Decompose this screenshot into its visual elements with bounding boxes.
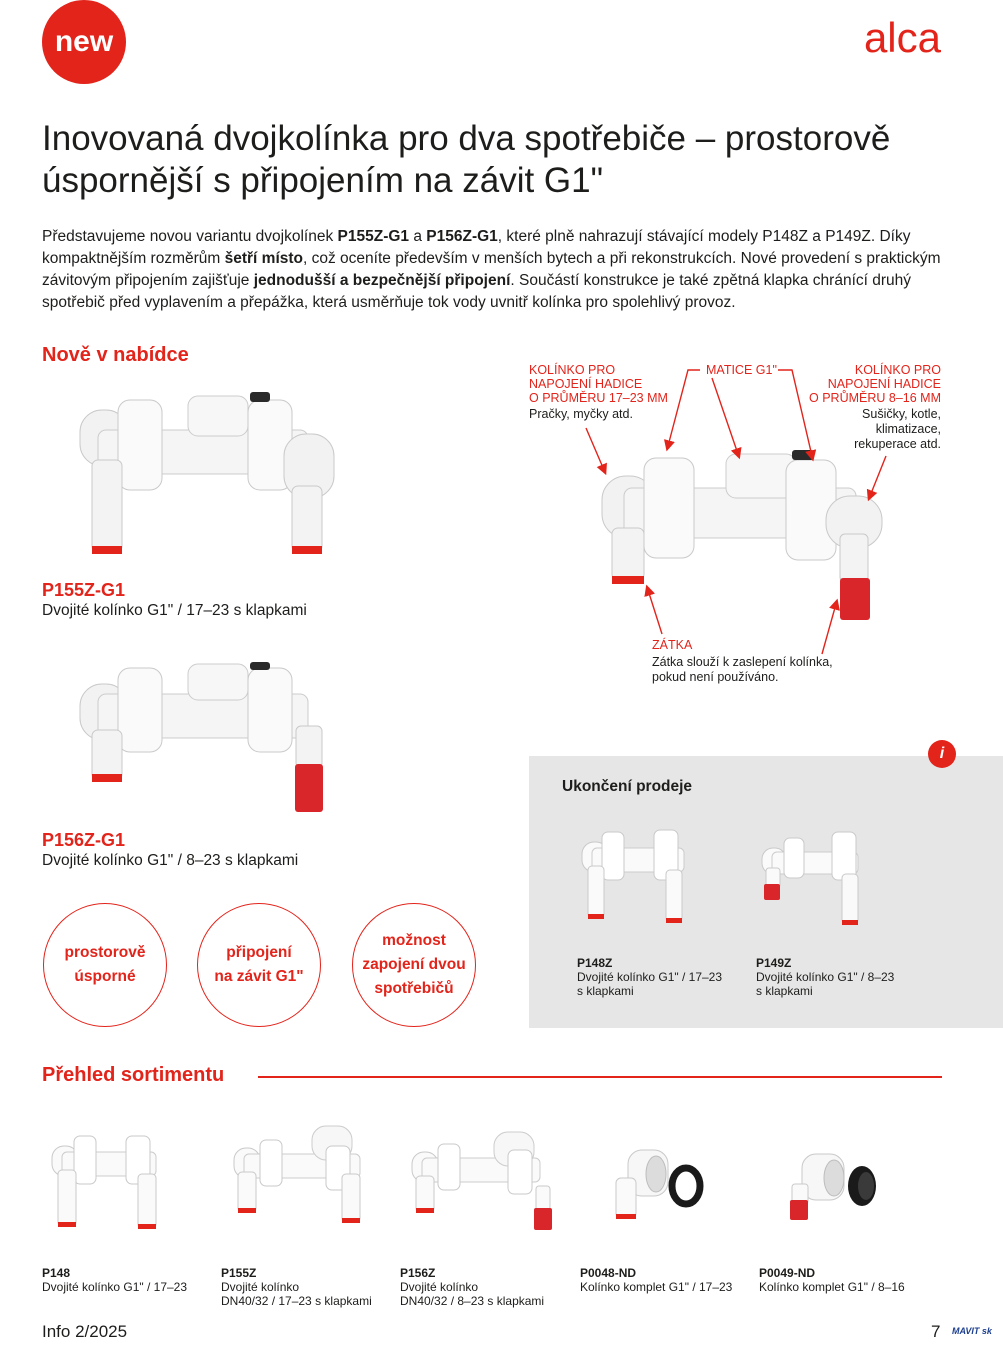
feature-g1-thread: připojení na závit G1": [197, 903, 321, 1027]
range-item-p0048-nd: P0048-ND Kolínko komplet G1" / 17–23: [580, 1266, 733, 1294]
range-item-p148: P148 Dvojité kolínko G1" / 17–23: [42, 1266, 188, 1294]
feature-space-saving: prostorově úsporné: [43, 903, 167, 1027]
annotation-center: MATICE G1": [706, 363, 777, 377]
section-divider: [258, 1076, 942, 1078]
product-image-p156z: [410, 1130, 554, 1234]
range-item-p155z: P155Z Dvojité kolínko DN40/32 / 17–23 s klapkami: [221, 1266, 372, 1308]
intro-paragraph: Představujeme novou variantu dvojkolínek P155Z-G1 a P156Z-G1, které plně nahrazují stávající modely P148Z a P149Z. Díky kompaktnějším rozměrům šetří místo, což oceníte především v menších bytech a při rekonstrukcích. Nové provedení s praktickým závitovým připojením zajišťuje jednodušší a bezpečnější připojení. Součástí konstrukce je také zpětná klapka chránící druhý spotřebič před vyplavením a přepážka, která usměrňuje tok vody uvnitř kolínka pro spolehlivý provoz.: [42, 228, 941, 311]
range-item-p156z: P156Z Dvojité kolínko DN40/32 / 8–23 s klapkami: [400, 1266, 545, 1308]
feature-two-appliances: možnost zapojení dvou spotřebičů: [352, 903, 476, 1027]
section-heading-range: Přehled sortimentu: [42, 1064, 225, 1086]
alca-logo: alca: [863, 14, 941, 61]
product-code-p156z-g1: P156Z-G1: [42, 830, 126, 850]
product-desc-p156z-g1: Dvojité kolínko G1" / 8–23 s klapkami: [42, 852, 299, 869]
new-badge: new: [42, 0, 126, 84]
section-heading-new: Nově v nabídce: [42, 344, 189, 366]
product-desc-p155z-g1: Dvojité kolínko G1" / 17–23 s klapkami: [42, 602, 307, 619]
annotation-left: KOLÍNKO PRO NAPOJENÍ HADICE O PRŮMĚRU 17–23 MM Pračky, myčky atd.: [529, 363, 668, 421]
info-icon: i: [928, 740, 956, 768]
product-image-p148z: [580, 826, 696, 932]
range-item-p0049-nd: P0049-ND Kolínko komplet G1" / 8–16: [759, 1266, 905, 1294]
annotation-cap: ZÁTKA Zátka slouží k zaslepení kolínka, pokud není používáno.: [652, 638, 833, 684]
product-image-p148: [50, 1132, 168, 1232]
page-number: 7: [931, 1322, 941, 1341]
product-image-p155z: [232, 1124, 372, 1228]
discontinued-heading: Ukončení prodeje: [562, 778, 693, 795]
product-image-p149z: [760, 830, 872, 930]
mavit-logo: MAVIT sk: [952, 1326, 992, 1336]
product-image-p0048-nd: [612, 1144, 704, 1234]
issue-label: Info 2/2025: [42, 1322, 128, 1341]
discontinued-item-p148z: P148Z Dvojité kolínko G1" / 17–23 s klapkami: [577, 956, 723, 998]
annotation-right: KOLÍNKO PRO NAPOJENÍ HADICE O PRŮMĚRU 8–16 MM Sušičky, kotle, klimatizace, rekuperace atd.: [809, 363, 941, 451]
product-code-p155z-g1: P155Z-G1: [42, 580, 126, 600]
product-image-p0049-nd: [786, 1150, 882, 1236]
discontinued-item-p149z: P149Z Dvojité kolínko G1" / 8–23 s klapkami: [756, 956, 895, 998]
page-title: Inovovaná dvojkolínka pro dva spotřebiče – prostorově úspornější s připojením na závit G1": [42, 119, 891, 200]
